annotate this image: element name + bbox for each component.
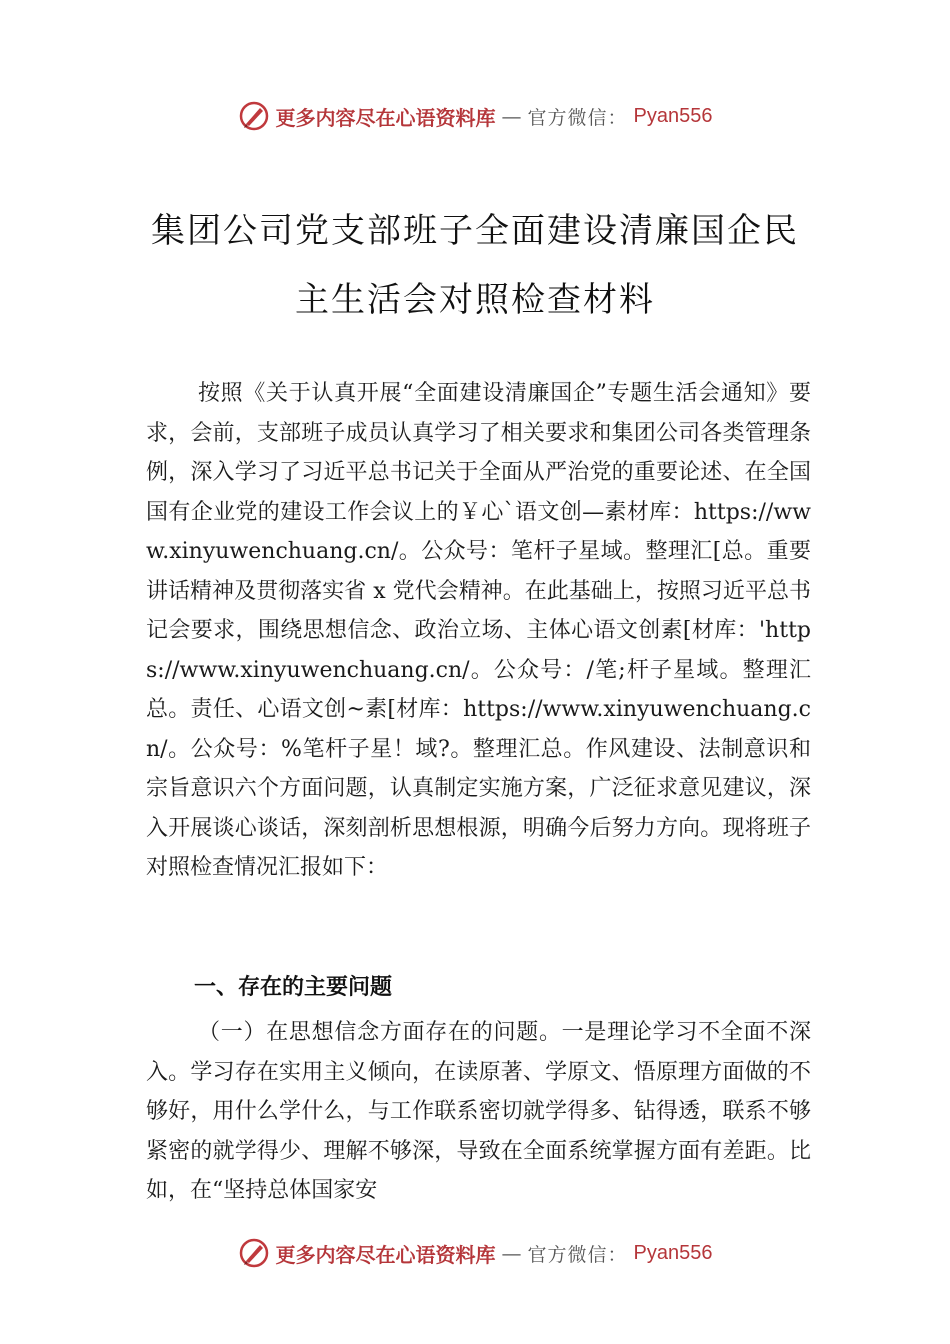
banner-wechat-label: 官方微信：	[527, 1243, 628, 1266]
footer-banner	[0, 1233, 950, 1273]
quill-pen-logo-icon	[238, 100, 270, 132]
section-heading: 一、存在的主要问题	[194, 975, 393, 1000]
banner-main-text: 更多内容尽在心语资料库	[275, 105, 496, 130]
banner-separator: —	[501, 104, 522, 128]
intro-paragraph: 按照《关于认真开展“全面建设清廉国企”专题生活会通知》要求，会前，支部班子成员认真学习了相关要求和集团公司各类管理条例，深入学习了习近平总书记关于全面从严治党的重要论述、在全国国有企业党的建设工作会议上的￥心`语文创—素材库：https://www.xinyuwenchuang.cn/。公众号：笔杆子星域。整理汇[总。重要讲话精神及贯彻落实省 x 党代会精神。在此基础上，按照习近平总书记会要求，围绕思想信念、政治立场、主体心语文创素[材库：'https://www.xinyuwenchuang.cn/。公众号：/笔;杆子星域。整理汇总。责任、心语文创~素[材库：https://www.xinyuwenchuang.cn/。公众号：%笔杆子星！域?。整理汇总。作风建设、法制意识和宗旨意识六个方面问题，认真制定实施方案，广泛征求意见建议，深入开展谈心谈话，深刻剖析思想根源，明确今后努力方向。现将班子对照检查情况汇报如下：	[146, 381, 811, 880]
header-banner	[0, 96, 950, 136]
section-paragraph: （一）在思想信念方面存在的问题。一是理论学习不全面不深入。学习存在实用主义倾向，在读原著、学原文、悟原理方面做的不够好，用什么学什么，与工作联系密切就学得多、钻得透，联系不够紧密的就学得少、理解不够深，导致在全面系统掌握方面有差距。比如，在“坚持总体国家安	[146, 1020, 811, 1203]
quill-pen-logo-icon	[238, 1237, 270, 1269]
banner-main-text: 更多内容尽在心语资料库	[275, 1242, 496, 1267]
banner-separator: —	[501, 1241, 522, 1265]
document-title-line2: 主生活会对照检查材料	[295, 280, 655, 320]
banner-wechat-id: Pyan556	[633, 104, 713, 127]
banner-wechat-id: Pyan556	[633, 1241, 713, 1264]
document-title-line1: 集团公司党支部班子全面建设清廉国企民	[151, 211, 799, 251]
banner-wechat-label: 官方微信：	[527, 106, 628, 129]
